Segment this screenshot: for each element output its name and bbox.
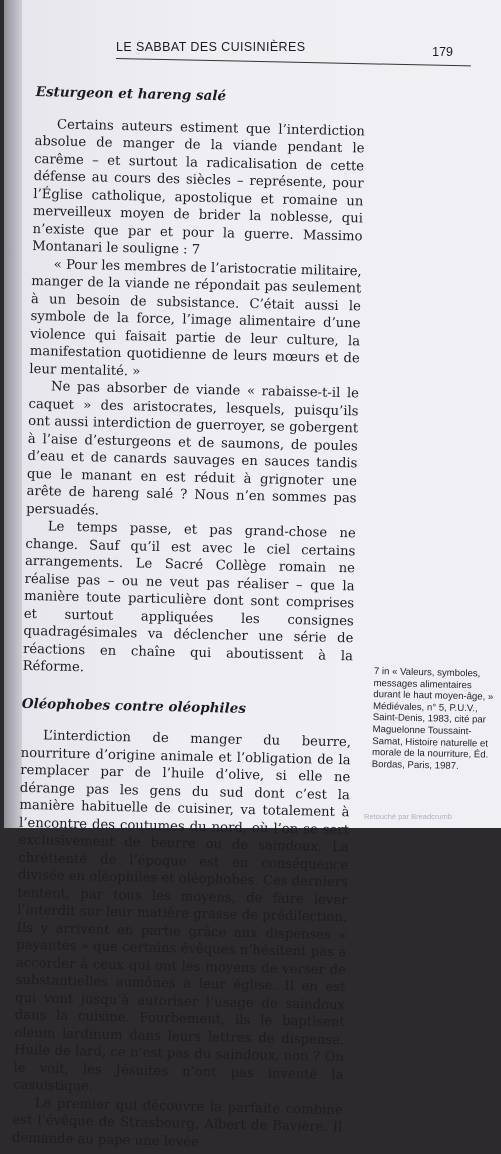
main-text <box>12 78 366 1154</box>
paragraph: Ne pas absorber de viande « rabaisse-t-il le caquet » des aristocrates, lesquels, puisqu’ils ont aussi interdiction de guerroyer, se gobergent à l’aise d’esturgeons et de saumons, de poules d’eau et de canards sauvages en sauces tandis que le manant en est réduit à grignoter une arête de hareng salé ? Nous n’en sommes pas persuadés. <box>26 379 360 519</box>
section-heading: Esturgeon et hareng salé <box>35 83 227 105</box>
header-rule <box>116 58 471 66</box>
running-header <box>116 40 471 68</box>
paragraph: Certains auteurs estiment que l’interdiction absolue de manger de la viande pendant le carême – et surtout la radicalisation de cette défense au cours des siècles – représente, pour l’Église catholique, apostolique et romaine un merveilleux moyen de brider la noblesse, qui n’existe que par et pour la guerre. Massimo Montanari le souligne : 7 <box>32 116 366 258</box>
running-title: LE SABBAT DES CUISINIÈRES <box>116 40 306 54</box>
quotation: « Pour les membres de l’aristocratie militaire, manger de la viande ne répondait pas seulement à un besoin de subsistance. C’était aussi le symbole de la force, l’image alimentaire d’une violence qui faisait partie de leur culture, la manifestation quotidienne de leurs mœurs et de leur mentalité. » <box>29 256 362 379</box>
book-page <box>4 0 501 1150</box>
footnote: 7 in « Valeurs, symboles, messages alimentaires durant le haut moyen-âge, » Médiévales, n° 5, P.U.V., Saint-Denis, 1983, cité par Maguelonne Toussaint-Samat, Histoire naturelle et morale de la nourriture, Éd. Bordas, Paris, 1987. <box>371 666 494 772</box>
paragraph: Le premier qui découvre la parfaite combine est l’évêque de Strasbourg, Albert de Bavière. Il demande au pape une levée <box>11 1095 343 1150</box>
page-number: 179 <box>432 45 453 59</box>
watermark: Retouché par Breadcrumb <box>364 812 452 821</box>
section-heading: Oléophobes contre oléophiles <box>21 695 247 717</box>
paragraph: L’interdiction de manger du beurre, nourriture d’origine animale et l’obligation de la remplacer par de l’huile d’olive, si elle ne dérange pas les gens du sud dont c’est la manière habituelle de cuisiner, va totalement à l’encontre des coutumes du nord, où l’on se sert exclusivement de beurre ou de saindoux. La chrétienté de l’époque est en conséquence divisée en oléophiles et oléophobes. Ces derniers tentent, par tous les moyens, de faire lever l’interdit sur leur matière grasse de prédilection. Ils y arrivent en partie grâce aux dispenses « payantes » que certains évêques n’hésitent pas à accorder à ceux qui ont les moyens de verser de substantielles aumônes à leur église. Il en est qui vont jusqu’à autoriser l’usage de saindoux dans la cuisine. Fourbement, ils le baptisent oleum lardinum dans leurs lettres de dispense. Huile de lard, ce n’est pas du saindoux, non ? On le voit, les Jésuites n’ont pas inventé la casuistique. <box>12 728 352 1095</box>
paragraph: Le temps passe, et pas grand-chose ne change. Sauf qu’il est avec le ciel certains arrangements. Le Sacré Collège romain ne réalise pas – ou ne veut pas réaliser – que la manière toute particulière dont sont comprises et surtout appliquées les consignes quadragésimales va déclencher une série de réactions en chaîne qui aboutissent à la Réforme. <box>22 519 356 676</box>
page-spine-shadow <box>4 0 22 828</box>
